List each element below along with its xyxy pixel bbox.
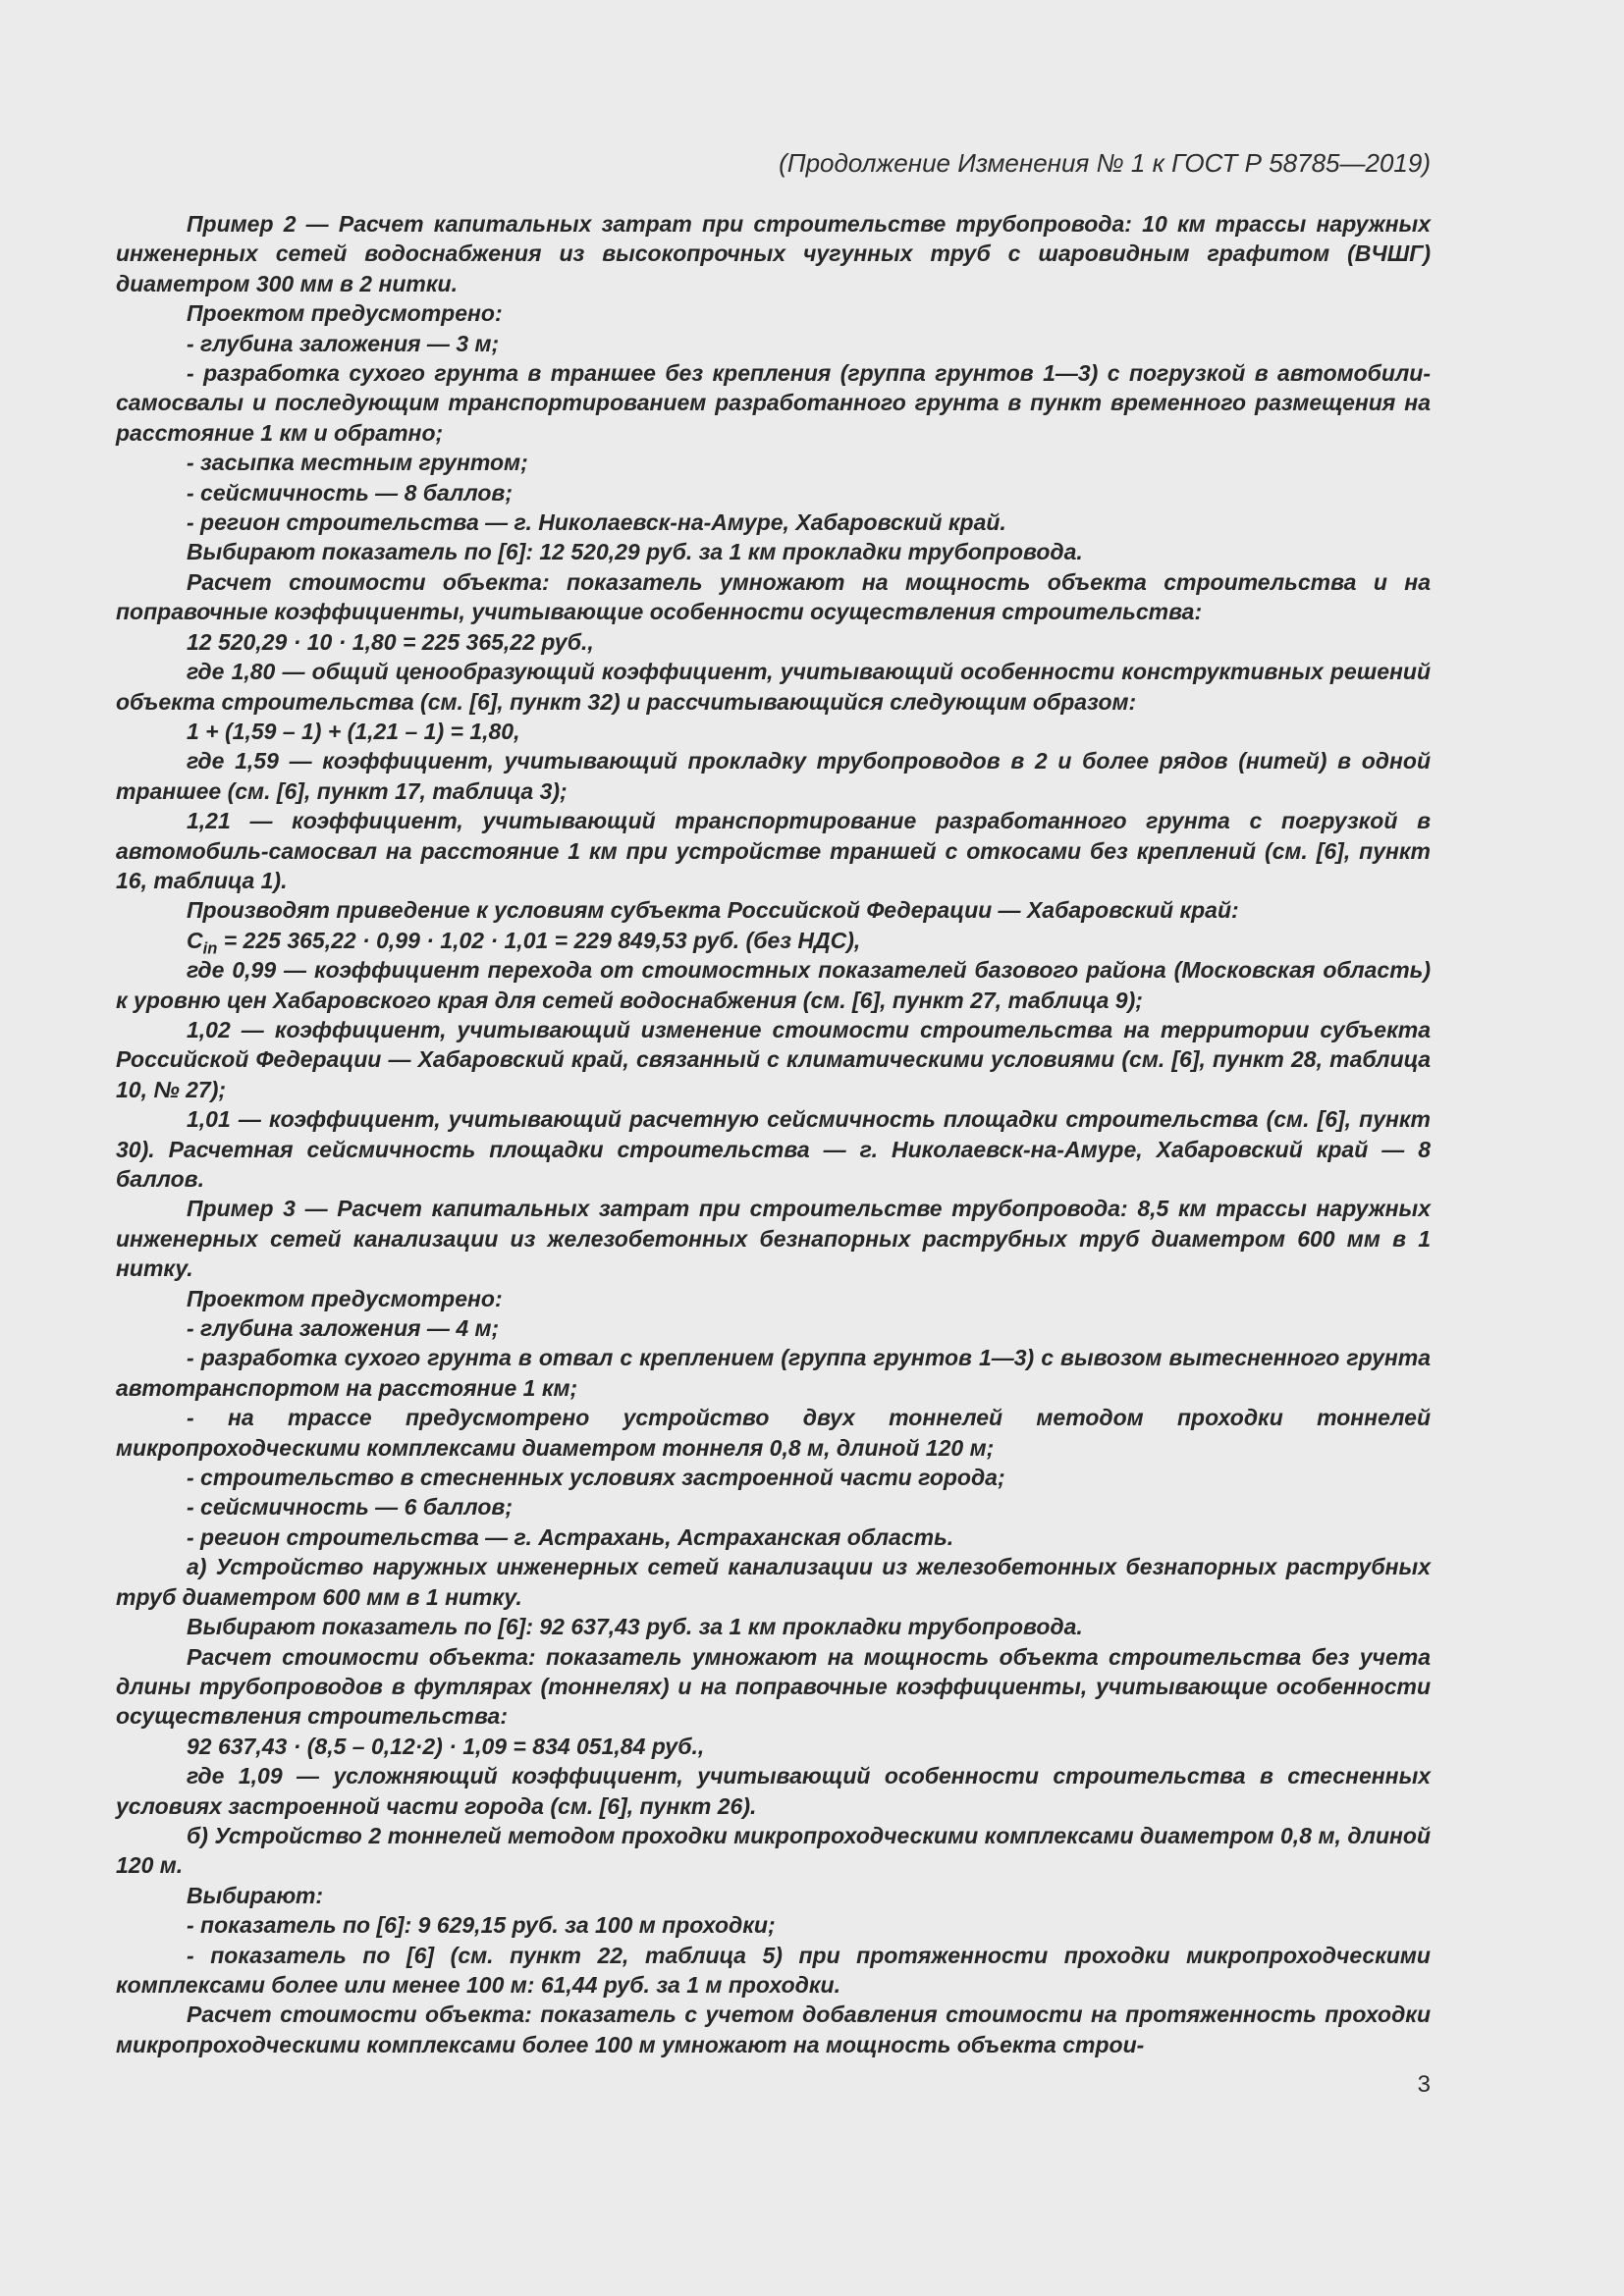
paragraph: где 1,09 — усложняющий коэффициент, учитывающий особенности строительства в стесненных условиях застроенной части города (см. [6], пункт 26). [116,1763,1431,1819]
list-item: - глубина заложения — 4 м; [187,1315,500,1342]
paragraph: где 1,80 — общий ценообразующий коэффициент, учитывающий особенности конструктивных решений объекта строительства (см. [6], пункт 32) и рассчитывающийся следующим образом: [116,659,1431,715]
list-item: - регион строительства — г. Астрахань, Астраханская область. [187,1523,954,1550]
formula-expression: = 225 365,22 · 0,99 · 1,02 · 1,01 = 229 849,53 руб. (без НДС), [223,927,861,953]
document-body [116,209,1431,2059]
formula-symbol-subscript: in [202,938,218,958]
formula-line: 92 637,43 · (8,5 – 0,12·2) · 1,09 = 834 051,84 руб., [187,1733,705,1759]
paragraph: Проектом предусмотрено: [187,300,503,327]
paragraph: Проектом предусмотрено: [187,1285,503,1311]
paragraph: 1,21 — коэффициент, учитывающий транспортирование разработанного грунта с погрузкой в автомобиль-самосвал на расстояние 1 км при устройстве траншей с откосами без креплений (см. [6], пункт 16, таблица 1). [116,808,1431,893]
formula-line: 1 + (1,59 – 1) + (1,21 – 1) = 1,80, [187,718,520,744]
list-item: - сейсмичность — 6 баллов; [187,1494,513,1521]
list-item: - показатель по [6] (см. пункт 22, таблица 5) при протяженности проходки микропроходческими комплексами более или менее 100 м: 61,44 руб. за 1 м проходки. [116,1942,1431,1998]
list-item: - показатель по [6]: 9 629,15 руб. за 100 м проходки; [187,1912,776,1939]
paragraph: 1,02 — коэффициент, учитывающий изменение стоимости строительства на территории субъекта Российской Федерации — Хабаровский край, связанный с климатическими условиями (см. [6], пункт 28, таблица 10, № 27); [116,1016,1431,1102]
list-item: - сейсмичность — 8 баллов; [187,479,513,506]
list-item: - глубина заложения — 3 м; [187,330,500,356]
paragraph: Производят приведение к условиям субъекта Российской Федерации — Хабаровский край: [187,897,1239,924]
list-item: - засыпка местным грунтом; [187,450,528,476]
list-item: - регион строительства — г. Николаевск-на-Амуре, Хабаровский край. [187,509,1006,536]
paragraph: б) Устройство 2 тоннелей методом проходки микропроходческими комплексами диаметром 0,8 м, длиной 120 м. [116,1822,1431,1879]
list-item: - строительство в стесненных условиях застроенной части города; [187,1465,1005,1491]
paragraph-example-2-title: Пример 2 — Расчет капитальных затрат при строительстве трубопровода: 10 км трассы наружных инженерных сетей водоснабжения из высокопрочных чугунных труб с шаровидным графитом (ВЧШГ) диаметром 300 мм в 2 нитки. [116,211,1431,296]
paragraph: Выбирают: [187,1882,324,1908]
paragraph: а) Устройство наружных инженерных сетей канализации из железобетонных безнапорных раструбных труб диаметром 600 мм в 1 нитку. [116,1554,1431,1610]
paragraph: Расчет стоимости объекта: показатель умножают на мощность объекта строительства без учета длины трубопроводов в футлярах (тоннелях) и на поправочные коэффициенты, учитывающие особенности осуществления строительства: [116,1643,1431,1730]
formula-line: 12 520,29 · 10 · 1,80 = 225 365,22 руб., [187,628,594,655]
list-item: - на трассе предусмотрено устройство двух тоннелей методом проходки тоннелей микропроходческими комплексами диаметром тоннеля 0,8 м, длиной 120 м; [116,1405,1431,1461]
paragraph: Расчет стоимости объекта: показатель умножают на мощность объекта строительства и на поправочные коэффициенты, учитывающие особенности осуществления строительства: [116,568,1431,625]
page-number: 3 [1417,2071,1431,2098]
formula-line-cin [116,926,1431,958]
formula-symbol-base: С [187,927,203,953]
paragraph: Выбирают показатель по [6]: 12 520,29 руб. за 1 км прокладки трубопровода. [187,539,1083,565]
paragraph: где 0,99 — коэффициент перехода от стоимостных показателей базового района (Московская область) к уровню цен Хабаровского края для сетей водоснабжения (см. [6], пункт 27, таблица 9); [116,957,1431,1013]
list-item: - разработка сухого грунта в отвал с креплением (группа грунтов 1—3) с вывозом вытесненного грунта автотранспортом на расстояние 1 км; [116,1345,1431,1401]
paragraph: где 1,59 — коэффициент, учитывающий прокладку трубопроводов в 2 и более рядов (нитей) в одной траншее (см. [6], пункт 17, таблица 3); [116,748,1431,804]
running-header: (Продолжение Изменения № 1 к ГОСТ Р 58785—2019) [779,148,1431,178]
list-item: - разработка сухого грунта в траншее без крепления (группа грунтов 1—3) с погрузкой в автомобили-самосвалы и последующим транспортированием разработанного грунта в пункт временного размещения на расстояние 1 км и обратно; [116,360,1431,446]
paragraph-example-3-title: Пример 3 — Расчет капитальных затрат при строительстве трубопровода: 8,5 км трассы наружных инженерных сетей канализации из железобетонных безнапорных раструбных труб диаметром 600 мм в 1 нитку. [116,1196,1431,1282]
paragraph: Расчет стоимости объекта: показатель с учетом добавления стоимости на протяженность проходки микропроходческими комплексами более 100 м умножают на мощность объекта строи- [116,2002,1431,2057]
paragraph: 1,01 — коэффициент, учитывающий расчетную сейсмичность площадки строительства (см. [6], пункт 30). Расчетная сейсмичность площадки строительства — г. Николаевск-на-Амуре, Хабаровский край — 8 баллов. [116,1106,1431,1192]
paragraph: Выбирают показатель по [6]: 92 637,43 руб. за 1 км прокладки трубопровода. [187,1614,1083,1640]
